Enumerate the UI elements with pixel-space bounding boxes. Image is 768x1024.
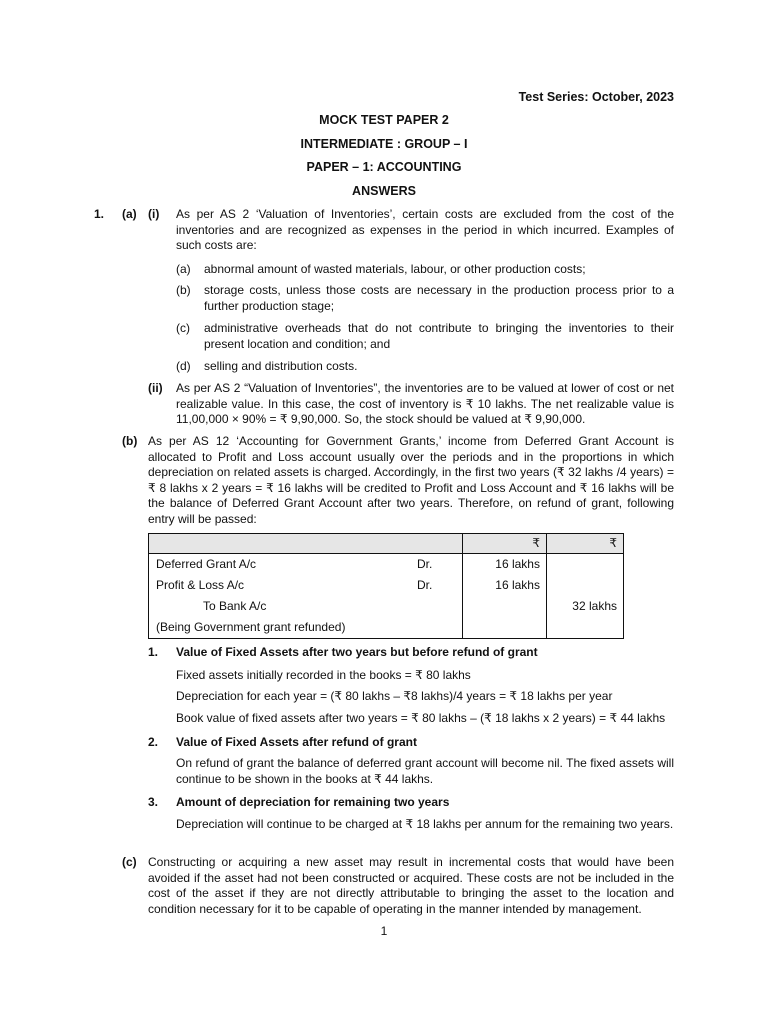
part-a-ii-text: As per AS 2 “Valuation of Inventories”, the inventories are to be valued at lower of cost or net realizable value. In this case, the cost of inventory is ₹ 10 lakhs. The net realizable value is 11,00,000 × 90% = ₹ 9,90,000. So, the stock should be valued at ₹ 9,90,000. [176, 381, 674, 426]
list-label: (b) [176, 283, 191, 297]
particulars-cell: Profit & Loss A/c [149, 575, 411, 596]
point-number: 1. [148, 645, 159, 659]
table-row [149, 617, 624, 639]
part-c-text: Constructing or acquiring a new asset may result in incremental costs that would have been avoided if the asset had not been constructed or acquired. These costs are not be included in the cost of the asset if they are not directly attributable to bringing the asset to the location and condition necessary for it to be capable of operating in the manner intended by management. [148, 855, 674, 916]
debit-cell: 16 lakhs [462, 575, 546, 596]
subject-title: PAPER – 1: ACCOUNTING [306, 160, 462, 174]
part-a-ii-label: (ii) [148, 381, 163, 395]
question-number: 1. [94, 207, 105, 221]
list-label: (d) [176, 359, 191, 373]
table-row [149, 554, 624, 576]
debit-cell [462, 617, 546, 639]
point-line: Book value of fixed assets after two years = ₹ 80 lakhs – (₹ 18 lakhs x 2 years) = ₹ 44 lakhs [176, 711, 666, 725]
drcr-cell [411, 617, 462, 639]
point-heading: Value of Fixed Assets after two years but before refund of grant [176, 645, 538, 659]
drcr-cell: Dr. [411, 554, 462, 576]
point-number: 3. [148, 795, 159, 809]
part-c-label: (c) [122, 855, 137, 869]
list-item: abnormal amount of wasted materials, labour, or other production costs; [204, 262, 586, 276]
credit-cell [546, 617, 623, 639]
table-header-cell: ₹ [462, 534, 546, 554]
point-line: On refund of grant the balance of deferred grant account will become nil. The fixed assets will continue to be shown in the books at ₹ 44 lakhs. [176, 756, 674, 786]
table-header-cell [149, 534, 411, 554]
table-header-row [149, 534, 624, 554]
list-label: (a) [176, 262, 191, 276]
table-row [149, 575, 624, 596]
list-item: selling and distribution costs. [204, 359, 358, 373]
answers-heading: ANSWERS [352, 184, 416, 198]
part-b-text: As per AS 12 ‘Accounting for Government Grants,’ income from Deferred Grant Account is allocated to Profit and Loss account usually over the periods and in the proportions in which depreciation on related assets is charged. Accordingly, in the first two years (₹ 32 lakhs /4 years) = ₹ 8 lakhs x 2 years = ₹ 16 lakhs will be credited to Profit and Loss Account and ₹ 16 lakhs will be the balance of Deferred Grant Account after two years. Therefore, on refund of grant, following entry will be passed: [148, 434, 674, 526]
list-item: storage costs, unless those costs are necessary in the production process prior to a further production stage; [204, 283, 674, 313]
point-heading: Value of Fixed Assets after refund of grant [176, 735, 417, 749]
group-title: INTERMEDIATE : GROUP – I [300, 137, 468, 151]
particulars-cell: Deferred Grant A/c [149, 554, 411, 576]
table-row [149, 596, 624, 617]
journal-entry-table [148, 533, 624, 639]
list-label: (c) [176, 321, 190, 335]
credit-cell: 32 lakhs [546, 596, 623, 617]
part-a-i-label: (i) [148, 207, 160, 221]
point-heading: Amount of depreciation for remaining two years [176, 795, 450, 809]
credit-cell [546, 554, 623, 576]
page-number: 1 [380, 924, 388, 938]
test-series-label: Test Series: October, 2023 [518, 90, 674, 104]
debit-cell: 16 lakhs [462, 554, 546, 576]
credit-cell [546, 575, 623, 596]
part-a-label: (a) [122, 207, 137, 221]
point-line: Depreciation for each year = (₹ 80 lakhs – ₹8 lakhs)/4 years = ₹ 18 lakhs per year [176, 689, 613, 703]
drcr-cell: Dr. [411, 575, 462, 596]
paper-title: MOCK TEST PAPER 2 [319, 113, 449, 127]
part-b-label: (b) [122, 434, 138, 448]
point-line: Depreciation will continue to be charged at ₹ 18 lakhs per annum for the remaining two years. [176, 817, 674, 831]
point-number: 2. [148, 735, 159, 749]
particulars-cell: To Bank A/c [149, 596, 411, 617]
debit-cell [462, 596, 546, 617]
part-a-i-text: As per AS 2 ‘Valuation of Inventories’, certain costs are excluded from the cost of the inventories and are recognized as expenses in the period in which incurred. Examples of such costs are: [176, 207, 674, 252]
point-line: Fixed assets initially recorded in the books = ₹ 80 lakhs [176, 668, 471, 682]
table-header-cell [411, 534, 462, 554]
drcr-cell [411, 596, 462, 617]
table-header-cell: ₹ [546, 534, 623, 554]
list-item: administrative overheads that do not contribute to bringing the inventories to their present location and condition; and [204, 321, 674, 351]
particulars-cell: (Being Government grant refunded) [149, 617, 411, 639]
